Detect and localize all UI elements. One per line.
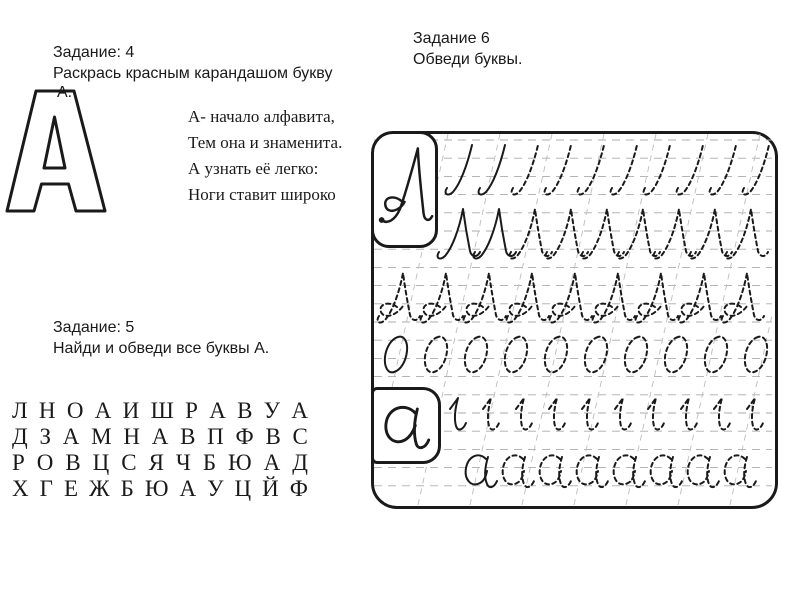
task6-instruction: Обведи буквы.	[413, 51, 523, 68]
grid-letter: Ю	[144, 476, 169, 501]
practice-glyph-lowercase-o-oval	[745, 337, 767, 373]
grid-letter: Ю	[228, 450, 252, 475]
grid-letter: Г	[39, 476, 53, 501]
grid-letter: А	[263, 450, 281, 475]
letter-grid-row	[12, 450, 308, 476]
grid-letter: Ф	[289, 476, 308, 501]
practice-glyph-uppercase-a-full-cursive	[722, 273, 764, 323]
practice-glyph-lowercase-i-hook-stroke	[582, 398, 598, 430]
grid-letter: Б	[202, 450, 217, 475]
task5-title: Задание: 5	[53, 319, 135, 336]
outline-letter-a-counter	[44, 117, 65, 168]
grid-letter: А	[291, 398, 308, 423]
practice-glyph-lowercase-o-oval	[665, 337, 687, 373]
slant-guideline	[470, 134, 552, 505]
poem-line: Ноги ставит широко	[188, 185, 336, 204]
practice-glyph-uppercase-a-full-cursive	[378, 273, 420, 323]
poem-line: А узнать её легко:	[188, 159, 319, 178]
practice-glyph-lowercase-i-hook-stroke	[747, 398, 763, 430]
grid-letter: А	[209, 398, 226, 423]
slant-guideline	[626, 134, 708, 505]
letter-grid-row	[12, 424, 308, 450]
practice-glyph-lowercase-a-full-cursive	[540, 455, 571, 487]
grid-letter: А	[62, 424, 80, 449]
grid-letter: Ц	[92, 450, 110, 475]
model-letter-box-uppercase	[371, 131, 438, 248]
task5-header	[53, 317, 269, 359]
grid-letter: Д	[12, 424, 28, 449]
grid-letter: Р	[185, 398, 198, 423]
grid-letter: В	[65, 450, 81, 475]
grid-letter: Ч	[175, 450, 191, 475]
practice-glyph-lowercase-o-oval	[385, 337, 407, 373]
outline-letter-a-body	[7, 91, 105, 211]
practice-glyph-lowercase-i-hook-stroke	[648, 398, 664, 430]
practice-glyph-lowercase-o-oval	[705, 337, 727, 373]
grid-letter: Е	[63, 476, 79, 501]
practice-glyph-lowercase-a-full-cursive	[466, 455, 497, 487]
poem-line: Тем она и знаменита.	[188, 133, 343, 152]
task6-title: Задание 6	[413, 30, 490, 47]
grid-letter: Ц	[234, 476, 252, 501]
practice-glyph-uppercase-a-full-cursive	[421, 273, 463, 323]
practice-glyph-lowercase-i-hook-stroke	[516, 398, 532, 430]
grid-letter: Ж	[89, 476, 110, 501]
practice-glyph-uppercase-a-first-stroke	[545, 145, 571, 195]
practice-glyph-uppercase-a-first-stroke	[743, 145, 769, 195]
practice-glyph-lowercase-a-full-cursive	[614, 455, 645, 487]
practice-glyph-uppercase-a-first-stroke	[644, 145, 670, 195]
practice-glyph-uppercase-a-full-cursive	[679, 273, 721, 323]
grid-letter: А	[151, 424, 169, 449]
grid-letter: А	[179, 476, 197, 501]
practice-glyph-lowercase-o-oval	[425, 337, 447, 373]
practice-glyph-uppercase-a-first-stroke	[611, 145, 637, 195]
practice-glyph-lowercase-a-full-cursive	[688, 455, 719, 487]
outline-letter-a	[5, 88, 107, 214]
practice-glyph-uppercase-a-first-stroke	[512, 145, 538, 195]
poem-line: А- начало алфавита,	[188, 107, 335, 126]
grid-letter: В	[180, 424, 196, 449]
grid-letter: У	[207, 476, 224, 501]
letter-grid-row	[12, 398, 308, 424]
grid-letter: П	[207, 424, 224, 449]
practice-glyph-lowercase-i-hook-stroke	[714, 398, 730, 430]
grid-letter: И	[122, 398, 140, 423]
practice-glyph-uppercase-a-two-strokes	[438, 209, 480, 259]
task5-instruction: Найди и обведи все буквы А.	[53, 340, 270, 357]
practice-glyph-lowercase-o-oval	[585, 337, 607, 373]
grid-letter: М	[91, 424, 112, 449]
practice-glyph-uppercase-a-full-cursive	[507, 273, 549, 323]
model-letter-box-lowercase	[371, 387, 441, 464]
task4-header	[53, 42, 332, 84]
practice-glyph-lowercase-i-hook-stroke	[615, 398, 631, 430]
grid-letter: Р	[12, 450, 25, 475]
grid-letter: С	[292, 424, 308, 449]
practice-glyph-lowercase-a-full-cursive	[651, 455, 682, 487]
practice-glyph-uppercase-a-first-stroke	[710, 145, 736, 195]
grid-letter: З	[39, 424, 51, 449]
grid-letter: Б	[120, 476, 134, 501]
task4-instruction-letter: А.	[57, 84, 73, 101]
grid-letter: Д	[292, 450, 308, 475]
grid-letter: Ш	[150, 398, 174, 423]
grid-letter: О	[36, 450, 54, 475]
grid-letter: Х	[12, 476, 29, 501]
task4-title: Задание: 4	[53, 44, 135, 61]
model-cursive-uppercase-a	[374, 134, 435, 245]
practice-glyph-lowercase-i-hook-stroke	[549, 398, 565, 430]
grid-letter: Н	[123, 424, 140, 449]
task6-header	[413, 28, 522, 70]
practice-glyph-uppercase-a-full-cursive	[593, 273, 635, 323]
grid-letter: Я	[148, 450, 164, 475]
practice-glyph-lowercase-o-oval	[545, 337, 567, 373]
practice-glyph-lowercase-o-oval	[505, 337, 527, 373]
grid-letter: В	[265, 424, 281, 449]
practice-glyph-lowercase-i-hook-stroke	[483, 398, 499, 430]
practice-glyph-uppercase-a-first-stroke	[677, 145, 703, 195]
grid-letter: А	[94, 398, 112, 423]
letter-grid-row	[12, 476, 308, 502]
grid-letter: Н	[38, 398, 56, 423]
practice-glyph-uppercase-a-full-cursive	[550, 273, 592, 323]
letter-grid	[12, 398, 308, 502]
grid-letter: Ф	[235, 424, 254, 449]
practice-glyph-uppercase-a-first-stroke	[446, 145, 472, 195]
practice-glyph-uppercase-a-first-stroke	[578, 145, 604, 195]
model-cursive-lowercase-a	[374, 390, 438, 461]
grid-letter: Л	[12, 398, 28, 423]
practice-glyph-lowercase-o-oval	[465, 337, 487, 373]
practice-glyph-uppercase-a-full-cursive	[464, 273, 506, 323]
task4-instruction: Раскрась красным карандашом букву	[53, 65, 333, 82]
grid-letter: О	[66, 398, 84, 423]
tracing-panel	[371, 131, 778, 509]
grid-letter: Й	[262, 476, 279, 501]
grid-letter: У	[263, 398, 281, 423]
grid-letter: В	[237, 398, 253, 423]
grid-letter: С	[121, 450, 137, 475]
poem	[188, 104, 342, 208]
practice-glyph-lowercase-i-hook-stroke	[450, 398, 466, 430]
practice-glyph-lowercase-o-oval	[625, 337, 647, 373]
practice-glyph-lowercase-i-hook-stroke	[681, 398, 697, 430]
